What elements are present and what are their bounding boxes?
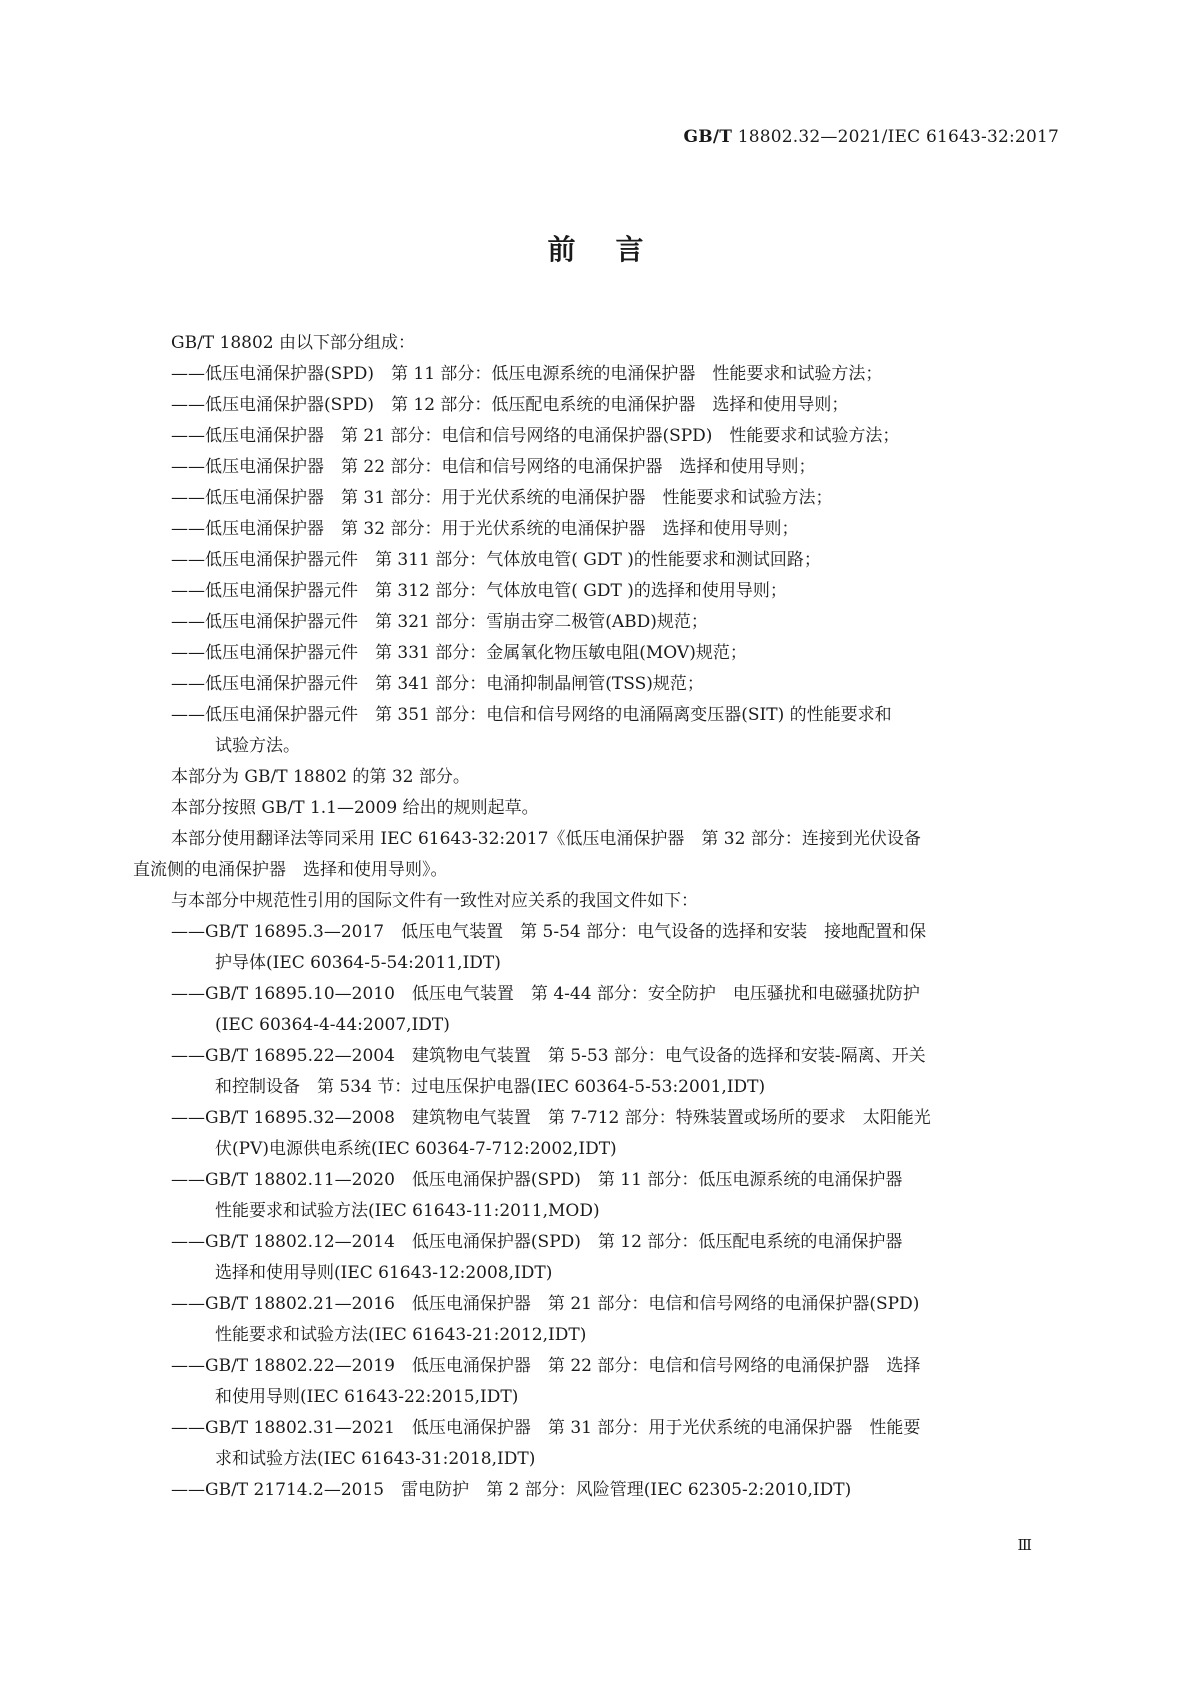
part-item: ——低压电涌保护器 第 32 部分：用于光伏系统的电涌保护器 选择和使用导则； bbox=[171, 519, 799, 539]
reference-item-continued: (IEC 60364-4-44:2007,IDT) bbox=[215, 1015, 450, 1035]
reference-item-continued: 和控制设备 第 534 节：过电压保护电器(IEC 60364-5-53:2001,IDT) bbox=[215, 1077, 766, 1097]
reference-item-continued: 选择和使用导则(IEC 61643-12:2008,IDT) bbox=[215, 1263, 553, 1283]
reference-item: ——GB/T 18802.22—2019 低压电涌保护器 第 22 部分：电信和信号网络的电涌保护器 选择 bbox=[171, 1356, 921, 1376]
reference-item: ——GB/T 18802.11—2020 低压电涌保护器(SPD) 第 11 部分：低压电源系统的电涌保护器 bbox=[171, 1170, 903, 1190]
part-item-351-continued: 试验方法。 bbox=[215, 736, 300, 756]
part-item: ——低压电涌保护器 第 31 部分：用于光伏系统的电涌保护器 性能要求和试验方法； bbox=[171, 488, 833, 508]
statement-drafting-rules: 本部分按照 GB/T 1.1—2009 给出的规则起草。 bbox=[171, 798, 539, 818]
part-item: ——低压电涌保护器元件 第 331 部分：金属氧化物压敏电阻(MOV)规范； bbox=[171, 643, 747, 663]
reference-item-continued: 伏(PV)电源供电系统(IEC 60364-7-712:2002,IDT) bbox=[215, 1139, 617, 1159]
reference-item-continued: 性能要求和试验方法(IEC 61643-21:2012,IDT) bbox=[215, 1325, 587, 1345]
part-item: ——低压电涌保护器 第 21 部分：电信和信号网络的电涌保护器(SPD) 性能要求和试验方法； bbox=[171, 426, 900, 446]
page-number: Ⅲ bbox=[1017, 1536, 1032, 1554]
adoption-statement-continued: 直流侧的电涌保护器 选择和使用导则》。 bbox=[133, 860, 448, 880]
reference-item: ——GB/T 16895.3—2017 低压电气装置 第 5-54 部分：电气设备的选择和安装 接地配置和保 bbox=[171, 922, 927, 942]
part-item: ——低压电涌保护器元件 第 311 部分：气体放电管( GDT )的性能要求和测试回路； bbox=[171, 550, 821, 570]
part-item: ——低压电涌保护器 第 22 部分：电信和信号网络的电涌保护器 选择和使用导则； bbox=[171, 457, 816, 477]
reference-item: ——GB/T 18802.21—2016 低压电涌保护器 第 21 部分：电信和信号网络的电涌保护器(SPD) bbox=[171, 1294, 920, 1314]
standard-code-number: 18802.32—2021/IEC 61643-32:2017 bbox=[732, 127, 1059, 147]
reference-item-continued: 和使用导则(IEC 61643-22:2015,IDT) bbox=[215, 1387, 519, 1407]
standard-code-prefix: GB/T bbox=[683, 127, 733, 147]
reference-item-continued: 求和试验方法(IEC 61643-31:2018,IDT) bbox=[215, 1449, 536, 1469]
part-item: ——低压电涌保护器(SPD) 第 12 部分：低压配电系统的电涌保护器 选择和使用导则； bbox=[171, 395, 849, 415]
part-item: ——低压电涌保护器元件 第 321 部分：雪崩击穿二极管(ABD)规范； bbox=[171, 612, 708, 632]
page-title: 前言 bbox=[547, 233, 684, 266]
part-item: ——低压电涌保护器元件 第 312 部分：气体放电管( GDT )的选择和使用导则； bbox=[171, 581, 787, 601]
standard-number-header bbox=[684, 127, 1059, 147]
reference-item: ——GB/T 18802.31—2021 低压电涌保护器 第 31 部分：用于光伏系统的电涌保护器 性能要 bbox=[171, 1418, 921, 1438]
foreword-body bbox=[133, 328, 1061, 1506]
reference-item: ——GB/T 18802.12—2014 低压电涌保护器(SPD) 第 12 部分：低压配电系统的电涌保护器 bbox=[171, 1232, 903, 1252]
reference-item-last: ——GB/T 21714.2—2015 雷电防护 第 2 部分：风险管理(IEC 62305-2:2010,IDT) bbox=[171, 1480, 852, 1500]
adoption-statement: 本部分使用翻译法等同采用 IEC 61643-32:2017《低压电涌保护器 第 32 部分：连接到光伏设备 bbox=[171, 829, 921, 849]
reference-item-continued: 性能要求和试验方法(IEC 61643-11:2011,MOD) bbox=[215, 1201, 600, 1221]
reference-item: ——GB/T 16895.22—2004 建筑物电气装置 第 5-53 部分：电气设备的选择和安装-隔离、开关 bbox=[171, 1046, 926, 1066]
statement-part-number: 本部分为 GB/T 18802 的第 32 部分。 bbox=[171, 767, 470, 787]
reference-item: ——GB/T 16895.32—2008 建筑物电气装置 第 7-712 部分：特殊装置或场所的要求 太阳能光 bbox=[171, 1108, 931, 1128]
correspondence-intro: 与本部分中规范性引用的国际文件有一致性对应关系的我国文件如下： bbox=[171, 891, 698, 911]
reference-item: ——GB/T 16895.10—2010 低压电气装置 第 4-44 部分：安全防护 电压骚扰和电磁骚扰防护 bbox=[171, 984, 920, 1004]
part-item: ——低压电涌保护器元件 第 341 部分：电涌抑制晶闸管(TSS)规范； bbox=[171, 674, 704, 694]
reference-item-continued: 护导体(IEC 60364-5-54:2011,IDT) bbox=[215, 953, 501, 973]
parts-intro: GB/T 18802 由以下部分组成： bbox=[171, 333, 416, 353]
part-item-351: ——低压电涌保护器元件 第 351 部分：电信和信号网络的电涌隔离变压器(SIT) 的性能要求和 bbox=[171, 705, 892, 725]
part-item: ——低压电涌保护器(SPD) 第 11 部分：低压电源系统的电涌保护器 性能要求和试验方法； bbox=[171, 364, 883, 384]
